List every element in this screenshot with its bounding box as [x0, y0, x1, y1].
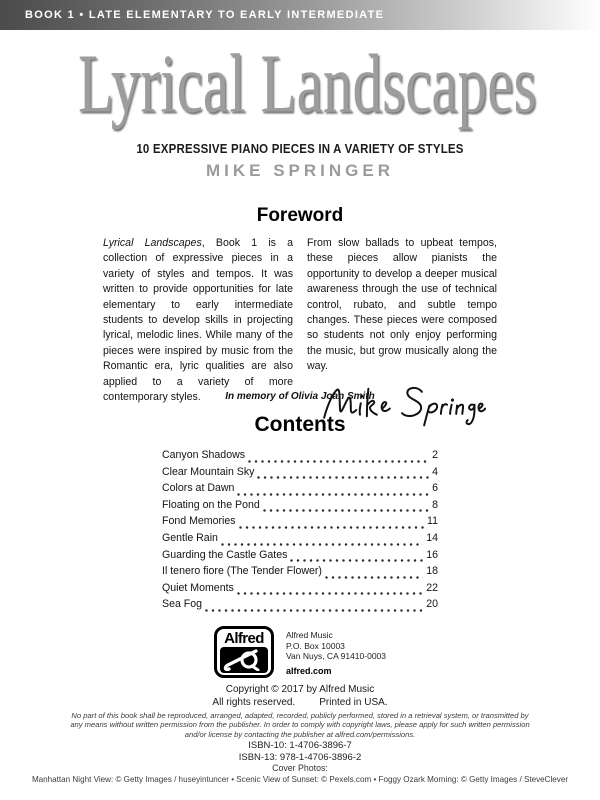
- toc-title: Gentle Rain: [162, 531, 218, 544]
- toc-page-number: 22: [426, 581, 438, 594]
- contents-list: [162, 449, 438, 615]
- publisher-name: Alfred Music: [285, 630, 333, 640]
- toc-title: Colors at Dawn: [162, 482, 235, 495]
- toc-row: [162, 449, 438, 466]
- foreword-left-column: [103, 236, 293, 434]
- toc-page-number: 6: [432, 482, 438, 495]
- publisher-website: alfred.com: [285, 665, 332, 676]
- isbn-13: ISBN-13: 978-1-4706-3896-2: [238, 751, 362, 763]
- toc-page-number: 18: [426, 565, 438, 578]
- copyright-line: Copyright © 2017 by Alfred Music: [225, 684, 375, 695]
- toc-title: Il tenero fiore (The Tender Flower): [162, 565, 322, 578]
- toc-title: Canyon Shadows: [162, 449, 246, 461]
- foreword-heading: Foreword: [256, 205, 344, 226]
- toc-leader-dots: [263, 509, 429, 512]
- publisher-block: [0, 626, 600, 678]
- book-subtitle: 10 EXPRESSIVE PIANO PIECES IN A VARIETY OF STYLES: [136, 142, 464, 156]
- toc-row: [162, 582, 438, 599]
- level-banner-text: BOOK 1 • LATE ELEMENTARY TO EARLY INTERMEDIATE: [25, 9, 385, 21]
- legal-fine-print: No part of this book shall be reproduced, arranged, adapted, recorded, publicly performed, stored in a retrieval system, or transmitted by any means without written permission from the publisher. In order to comply with copyright laws, please apply for such written permission and/or license by contacting the publisher at alfred.com/permissions.: [70, 711, 530, 739]
- toc-leader-dots: [205, 609, 423, 612]
- toc-row: [162, 466, 438, 483]
- alfred-logo: [214, 626, 274, 678]
- publisher-address-line2: Van Nuys, CA 91410-0003: [285, 651, 387, 661]
- cover-photos-label: Cover Photos:: [272, 763, 328, 773]
- toc-row: [162, 565, 438, 582]
- isbn-block: [0, 740, 600, 763]
- toc-page-number: 8: [432, 498, 438, 511]
- publisher-address-line1: P.O. Box 10003: [285, 640, 345, 651]
- printed-in-text: Printed in USA.: [319, 697, 388, 708]
- toc-title: Quiet Moments: [162, 581, 234, 594]
- toc-leader-dots: [325, 576, 423, 579]
- rights-reserved-text: All rights reserved.: [212, 697, 296, 708]
- toc-leader-dots: [237, 592, 423, 595]
- toc-page-number: 2: [432, 449, 438, 461]
- dedication-text: In memory of Olivia Joan Smith: [225, 391, 375, 402]
- author-name: MIKE SPRINGER: [205, 161, 395, 180]
- toc-row: [162, 515, 438, 532]
- toc-leader-dots: [290, 559, 423, 562]
- contents-heading: Contents: [254, 413, 346, 436]
- toc-page-number: 11: [427, 515, 438, 528]
- toc-row: [162, 532, 438, 549]
- toc-page-number: 4: [432, 465, 438, 478]
- toc-page-number: 20: [426, 598, 438, 611]
- toc-title: Floating on the Pond: [162, 498, 260, 511]
- alfred-clef-icon: [220, 647, 268, 673]
- toc-page-number: 16: [426, 548, 438, 561]
- foreword-columns: [103, 236, 497, 434]
- toc-leader-dots: [237, 493, 429, 496]
- foreword-left-text: , Book 1 is a collection of expressive pieces in a variety of styles and tempos. It was written to provide opportunities for late elementary to early intermediate students to develop skills in projecting lyrical, melodic lines. While many of the pieces were inspired by music from the Romantic era, lyric qualities are also applied to a variety of more contemporary styles.: [103, 237, 294, 404]
- isbn-10: ISBN-10: 1-4706-3896-7: [248, 740, 352, 751]
- toc-row: [162, 482, 438, 499]
- alfred-logo-text: Alfred: [224, 630, 264, 647]
- toc-row: [162, 549, 438, 566]
- book-title: Lyrical Landscapes: [78, 37, 537, 131]
- toc-title: Clear Mountain Sky: [162, 465, 255, 478]
- toc-leader-dots: [221, 543, 423, 546]
- cover-photos-block: [0, 763, 600, 784]
- toc-page-number: 14: [426, 531, 438, 544]
- toc-row: [162, 499, 438, 516]
- toc-leader-dots: [239, 526, 424, 529]
- toc-title: Fond Memories: [162, 515, 236, 528]
- foreword-right-column: [307, 236, 497, 434]
- foreword-left-lead: Lyrical Landscapes: [103, 237, 202, 249]
- publisher-address: [286, 626, 386, 676]
- toc-title: Guarding the Castle Gates: [162, 548, 288, 561]
- toc-leader-dots: [248, 460, 429, 463]
- toc-title: Sea Fog: [162, 598, 203, 611]
- toc-leader-dots: [257, 476, 429, 479]
- toc-row: [162, 598, 438, 615]
- foreword-right-text: From slow ballads to upbeat tempos, these pieces allow pianists the opportunity to develop a deeper musical awareness through the use of technical control, rubato, and subtle tempo changes. These pieces were composed so students not only enjoy performing the music, but grow musically along the way.: [307, 237, 497, 373]
- level-banner: [0, 0, 600, 30]
- cover-photos-credits: Manhattan Night View: © Getty Images / huseyintuncer • Scenic View of Sunset: © Pexels.com • Foggy Ozark Morning: © Getty Images / SteveClever: [31, 775, 569, 784]
- copyright-block: [0, 683, 600, 709]
